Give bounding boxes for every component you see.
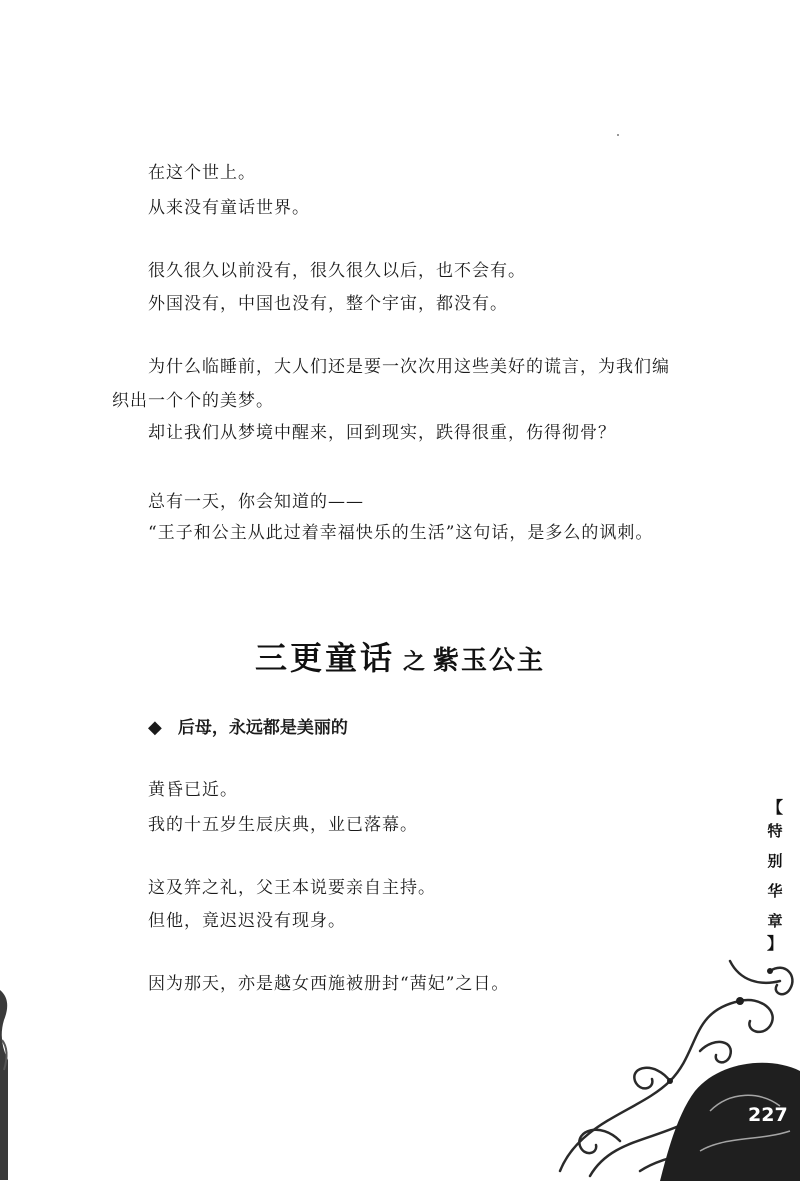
story-line: 但他，竟迟迟没有现身。: [148, 911, 346, 931]
chapter-title-sub: 紫玉公主: [433, 646, 546, 676]
paragraph-line: 在这个世上。: [148, 163, 256, 183]
story-line: 这及笄之礼，父王本说要亲自主持。: [148, 878, 436, 898]
paragraph-line: 很久很久以前没有，很久很久以后，也不会有。: [148, 261, 526, 281]
paragraph-line: 外国没有，中国也没有，整个宇宙，都没有。: [148, 294, 508, 314]
section-heading: [148, 713, 348, 738]
floral-swirl-ornament: [440, 941, 800, 1181]
diamond-bullet-icon: ◆: [148, 717, 162, 738]
story-line: 黄昏已近。: [148, 780, 238, 800]
paragraph-line: 织出一个个的美梦。: [112, 391, 274, 411]
paragraph-line: “王子和公主从此过着幸福快乐的生活”这句话，是多么的讽刺。: [148, 523, 654, 543]
chapter-title-main: 三更童话: [254, 639, 395, 677]
story-line: 我的十五岁生辰庆典，业已落幕。: [148, 815, 418, 835]
paragraph-line: 却让我们从梦境中醒来，回到现实，跌得很重，伤得彻骨？: [148, 423, 616, 443]
paragraph-line: 为什么临睡前，大人们还是要一次次用这些美好的谎言，为我们编: [148, 357, 670, 377]
section-heading-text: 后母，永远都是美丽的: [177, 718, 348, 738]
side-label-open-bracket: 【: [766, 798, 783, 817]
chapter-title-connector: 之: [402, 650, 425, 675]
side-label-char: 华: [767, 882, 783, 900]
side-section-label: [760, 800, 790, 952]
side-label-char: 别: [767, 852, 783, 870]
scan-speck: [617, 134, 619, 136]
page-number: 227: [748, 1104, 788, 1126]
side-label-char: 特: [767, 822, 783, 840]
chapter-title: [0, 633, 800, 679]
left-edge-ornament: [0, 980, 14, 1180]
paragraph-line: 总有一天，你会知道的——: [148, 492, 364, 512]
side-label-char: 章: [767, 912, 783, 930]
story-line: 因为那天，亦是越女西施被册封“茜妃”之日。: [148, 974, 510, 994]
paragraph-line: 从来没有童话世界。: [148, 198, 310, 218]
side-label-close-bracket: 】: [766, 934, 783, 953]
